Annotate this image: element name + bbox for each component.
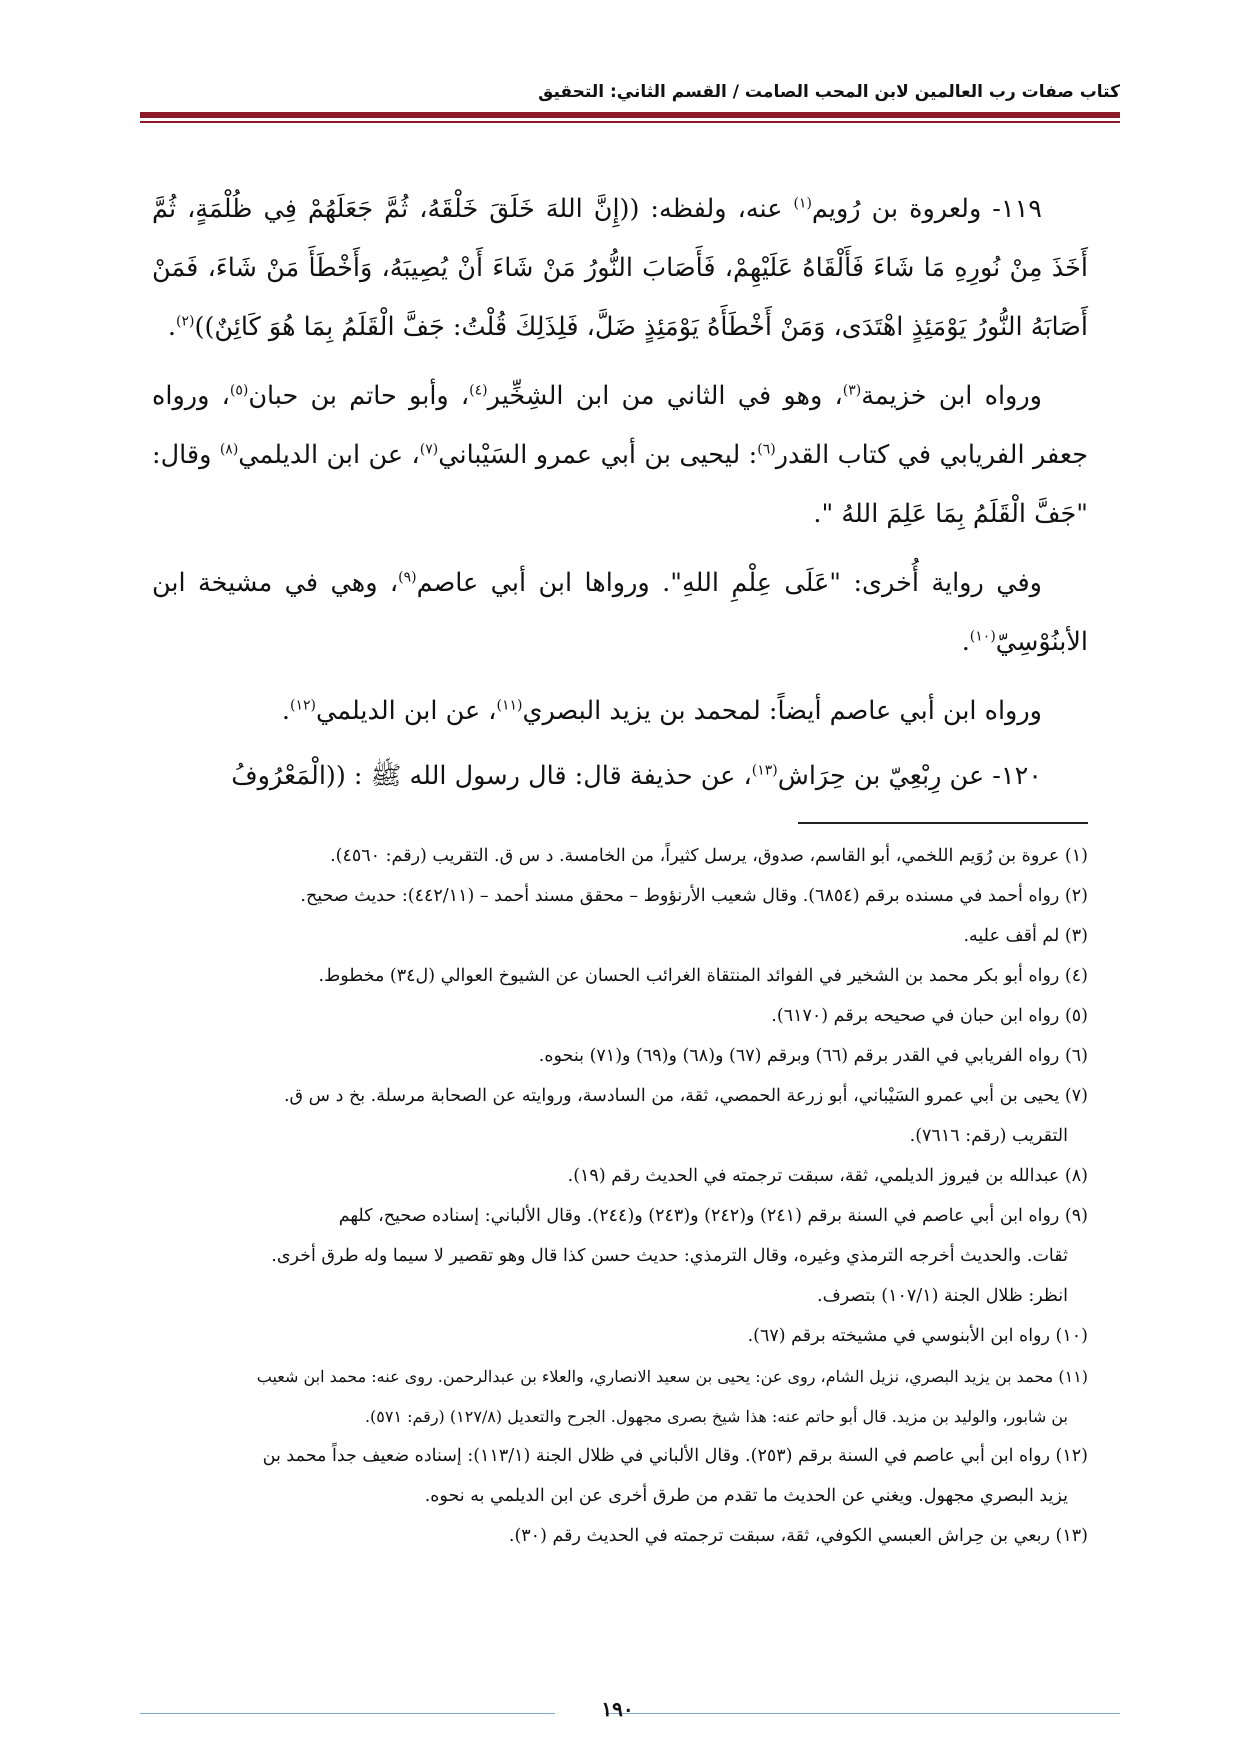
text-run: ١٢٠- عن رِبْعِيّ بن حِرَاش xyxy=(777,761,1042,791)
footnote-12: (١٢) رواه ابن أبي عاصم في السنة برقم (٢٥٣). وقال الألباني في ظلال الجنة (١١٣/١): إسناده ضعيف جداً محمد بن xyxy=(262,1446,1088,1466)
text-run: . xyxy=(281,696,290,726)
paragraph-abi-asim xyxy=(152,682,1088,741)
text-run: وقال: "جَفَّ الْقَلَمُ بِمَا عَلِمَ اللهُ ". xyxy=(152,440,1088,529)
footnote-ref[interactable]: (١) xyxy=(793,195,812,212)
footnote-5: (٥) رواه ابن حبان في صحيحه برقم (٦١٧٠). xyxy=(771,1006,1088,1026)
footnote-ref[interactable]: (٥) xyxy=(229,382,249,399)
footnote-ref[interactable]: (٩) xyxy=(398,569,417,586)
footnotes xyxy=(152,838,1088,1558)
footnote-9: (٩) رواه ابن أبي عاصم في السنة برقم (٢٤١) و(٢٤٢) و(٢٤٣) و(٢٤٤). وقال الألباني: إسناده صحيح، كلهم xyxy=(338,1206,1088,1226)
footnote-10: (١٠) رواه ابن الأبنوسي في مشيخته برقم (٦٧). xyxy=(747,1326,1088,1346)
text-run: ، ورواه جعفر الفريابي في كتاب القدر xyxy=(152,381,1088,470)
running-header: كتاب صفات رب العالمين لابن المحب الصامت / القسم الثاني: التحقيق xyxy=(538,82,1120,102)
header-rule-thin xyxy=(140,121,1120,123)
text-run: . xyxy=(961,627,970,657)
paragraph-narrations xyxy=(152,367,1088,544)
main-text xyxy=(152,180,1088,816)
footnote-ref[interactable]: (٨) xyxy=(219,441,239,458)
footnote-7-continued: التقريب (رقم: ٧٦١٦). xyxy=(909,1126,1068,1146)
footnote-ref[interactable]: (١٢) xyxy=(290,697,316,714)
footnote-ref[interactable]: (٦) xyxy=(757,441,776,458)
paragraph-hadith-119 xyxy=(152,180,1088,357)
footnote-ref[interactable]: (٧) xyxy=(419,441,439,458)
header-rule xyxy=(140,112,1120,118)
footnote-ref[interactable]: (١٠) xyxy=(969,628,996,645)
footnote-3: (٣) لم أقف عليه. xyxy=(963,926,1088,946)
footnote-ref[interactable]: (١٣) xyxy=(751,762,778,779)
footnote-1: (١) عروة بن رُوَيم اللخمي، أبو القاسم، صدوق، يرسل كثيراً، من الخامسة. د س ق. التقريب (رقم: ٤٥٦٠). xyxy=(330,846,1088,866)
footnote-12-continued: يزيد البصري مجهول. ويغني عن الحديث ما تقدم من طرق أخرى عن ابن الديلمي به نحوه. xyxy=(424,1486,1068,1506)
footnote-ref[interactable]: (٢) xyxy=(176,313,195,330)
footer-line-left xyxy=(140,1713,555,1714)
text-run: ١١٩- ولعروة بن رُويم xyxy=(811,194,1042,224)
footnote-9-continued: انظر: ظلال الجنة (١٠٧/١) بتصرف. xyxy=(817,1286,1068,1306)
text-run: وفي رواية أُخرى: "عَلَى عِلْمِ اللهِ". ورواها ابن أبي عاصم xyxy=(416,568,1042,598)
footnote-ref[interactable]: (٤) xyxy=(469,382,488,399)
text-run: ، وأبو حاتم بن حبان xyxy=(248,381,470,411)
footnote-7: (٧) يحيى بن أبي عمرو السَيْباني، أبو زرعة الحمصي، ثقة، من السادسة، وروايته عن الصحابة مرسلة. بخ د س ق. xyxy=(283,1086,1088,1106)
paragraph-hadith-120 xyxy=(152,747,1088,806)
footnote-ref[interactable]: (٣) xyxy=(842,382,862,399)
footnote-13: (١٣) ربعي بن حِراش العبسي الكوفي، ثقة، سبقت ترجمته في الحديث رقم (٣٠). xyxy=(508,1526,1088,1546)
text-run: ورواه ابن خزيمة xyxy=(861,381,1042,411)
paragraph-another-narration xyxy=(152,554,1088,672)
text-run: ورواه ابن أبي عاصم أيضاً: لمحمد بن يزيد البصري xyxy=(522,696,1042,726)
text-run: ، عن حذيفة قال: قال رسول الله ﷺ : ((الْمَعْرُوفُ xyxy=(231,761,752,791)
text-run: عنه، ولفظه: ((إِنَّ اللهَ خَلَقَ خَلْقَهُ، ثُمَّ جَعَلَهُمْ فِي ظُلْمَةٍ، ثُمَّ أَخَذَ مِنْ نُورِهِ مَا شَاءَ فَأَلْقَاهُ عَلَيْهِمْ، فَأَصَابَ النُّورُ مَنْ شَاءَ أَنْ يُصِيبَهُ، وَأَخْطَأَ مَنْ شَاءَ، فَمَنْ أَصَابَهُ النُّورُ يَوْمَئِذٍ اهْتَدَى، وَمَنْ أَخْطَأَهُ يَوْمَئِذٍ ضَلَّ، فَلِذَلِكَ قُلْتُ: جَفَّ الْقَلَمُ بِمَا هُوَ كَائِنٌ)) xyxy=(152,194,1088,342)
footnote-9-continued: ثقات. والحديث أخرجه الترمذي وغيره، وقال الترمذي: حديث حسن كذا قال وهو تقصير لا سيما وله طرق أخرى. xyxy=(271,1246,1068,1266)
footer-line-right xyxy=(605,1713,1120,1714)
text-run: : ليحيى بن أبي عمرو السَيْباني xyxy=(438,440,758,470)
footnote-11: (١١) محمد بن يزيد البصري، نزيل الشام، روى عن: يحيى بن سعيد الانصاري، والعلاء بن عبدالرحمن. روى عنه: محمد ابن شعيب xyxy=(256,1367,1088,1386)
footnote-ref[interactable]: (١١) xyxy=(496,697,523,714)
footnote-8: (٨) عبدالله بن فيروز الديلمي، ثقة، سبقت ترجمته في الحديث رقم (١٩). xyxy=(567,1166,1088,1186)
text-run: ، وهي في مشيخة ابن الأبنُوْسِيّ xyxy=(152,568,1088,657)
footnote-6: (٦) رواه الفريابي في القدر برقم (٦٦) وبرقم (٦٧) و(٦٨) و(٦٩) و(٧١) بنحوه. xyxy=(538,1046,1088,1066)
text-run: ، عن ابن الديلمي xyxy=(238,440,420,470)
text-run: ، عن ابن الديلمي xyxy=(315,696,497,726)
text-run: . xyxy=(167,312,177,342)
footnote-4: (٤) رواه أبو بكر محمد بن الشخير في الفوائد المنتقاة الغرائب الحسان عن الشيوخ العوالي (ل٣٤) مخطوط. xyxy=(318,966,1088,986)
page-number: ١٩٠ xyxy=(601,1697,634,1721)
footnote-separator xyxy=(798,822,1088,824)
text-run: ، وهو في الثاني من ابن الشِخِّير xyxy=(487,381,843,411)
footnote-11-continued: بن شابور، والوليد بن مزيد. قال أبو حاتم عنه: هذا شيخ بصرى مجهول. الجرح والتعديل (١٢٧/٨) (رقم: ٥٧١). xyxy=(364,1407,1068,1426)
footnote-2: (٢) رواه أحمد في مسنده برقم (٦٨٥٤). وقال شعيب الأرنؤوط – محقق مسند أحمد – (٤٤٢/١١): حديث صحيح. xyxy=(300,886,1088,906)
